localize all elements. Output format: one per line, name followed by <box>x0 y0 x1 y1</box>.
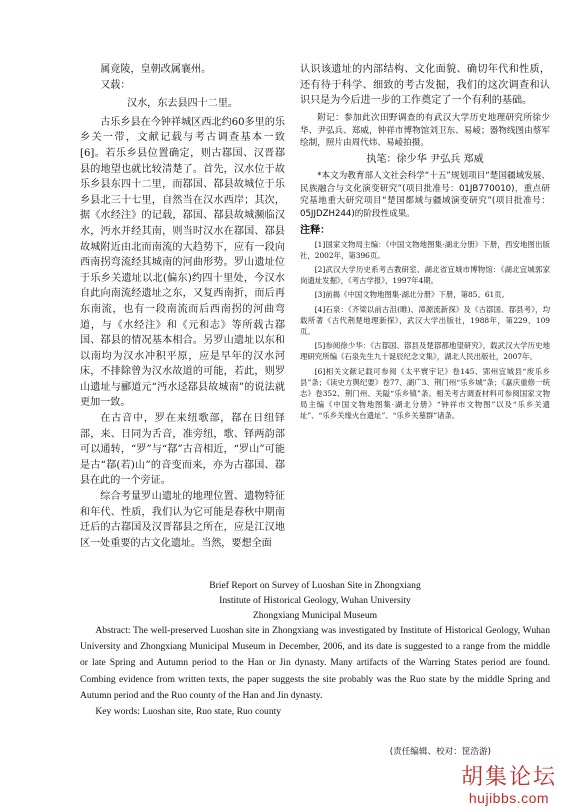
footnote: [1]国家文物局主编：《中国文物地图集·湖北分册》下册，西安地图出版社，2002年，第396页。 <box>300 239 550 260</box>
keywords: Key words: Luoshan site, Ruo state, Ruo county <box>95 706 282 718</box>
appendix-note: 附记：参加此次田野调查的有武汉大学历史地理研究所徐少华、尹弘兵、郑威，钟祥市博物馆刘卫东、易崚；器物线图由蔡军绘制，照片由周代炜、易崚拍摄。 <box>300 112 550 149</box>
institution-1: Institute of Historical Geology, Wuhan University <box>219 595 411 606</box>
editor-note: (责任编辑、校对：筐浩游) <box>389 747 491 757</box>
footnote: [6]相关文献记载可参阅《太平寰宇记》卷145、郢州宜城县“废乐乡县”条；《读史方舆纪要》卷77、湖广3、荆门州“乐乡城”条；《嘉庆重修一统志》卷352、荆门州、关隘“乐乡镇”条。相关考古调查材料可参阅国家文物局主编《中国文物地图集·湖北分册》“钟祥市文物图”以及“乐乡关遗址”、“乐乡关缘火台遗址”、“乐乡关墓群”诸条。 <box>300 366 550 421</box>
paragraph-continued: 认识该遗址的内部结构、文化面貌、确切年代和性质，还有待于科学、细致的考古发掘，我们的这次调查和认识只是为今后进一步的工作奠定了一个有利的基础。 <box>300 64 550 107</box>
paragraph-3: 综合考量罗山遗址的地理位置、遗物特征和年代、性质，我们认为它可能是春秋中期南迁后的古鄀国及汉晋鄀县之所在，应是江汉地区一处重要的古文化遗址。当然，要想全面 <box>80 491 285 549</box>
funding-note: *本文为教育部人文社会科学“十五”规划项目“楚国疆域发展、民族融合与文化演变研究”(项目批准号：01JB770010)，重点研究基地重大研究项目“楚国都域与疆域演变研究”(项目批准号：05JJDZH244)的阶段性成果。 <box>300 170 550 220</box>
quote-line-1: 属竟陵，皇朝改属襄州。 <box>100 64 212 75</box>
footnote: [4]石泉：《齐梁以前古沮(睢)、漳源流新探》及《古鄀国、鄀县考》，均载所著《古代荆楚地理新探》，武汉大学出版社，1988年，第229、109页。 <box>300 304 550 336</box>
footnote: [2]武汉大学历史系考古教研室、湖北省宜城市博物馆：《湖北宜城郭家岗遗址发掘》，《考古学报》，1997年4期。 <box>300 264 550 286</box>
english-abstract <box>80 578 550 720</box>
left-column <box>80 62 285 551</box>
abstract-text: Abstract: The well-preserved Luoshan site in Zhongxiang was investigated by Institute of Historical Geology, Wuhan University and Zhongxiang Municipal Museum in December, 2006, and its date is suggested to a range from the middle or late Spring and Autumn period to the Han or Jin dynasty. Many artifacts of the Warring States period are found. Combing evidence from written texts, the paper suggests the site probably was the Ruo state by the middle Spring and Autumn period and the Ruo county of the Han and Jin dynasty. <box>80 625 550 701</box>
footnote: [3]前揭《中国文物地图集·湖北分册》下册，第85、61页。 <box>314 290 510 300</box>
paragraph-2: 在古音中，罗在来纽歌部，鄀在日纽铎部，来、日同为舌音，准旁纽，歌、铎两韵部可以通转，“罗”与“鄀”古音相近，“罗山”可能是古“鄀(若)山”的音变而来，亦为古鄀国、鄀县在此的一个旁证。 <box>80 413 285 487</box>
right-column <box>300 62 550 425</box>
quote-heading: 汉水，东去县四十二里。 <box>126 98 239 110</box>
paragraph-1: 古乐乡县在今钟祥城区西北约60多里的乐乡关一带，文献记载与考古调查基本一致[6]。若乐乡县位置确定，则古鄀国、汉晋鄀县的地望也就比较清楚了。首先，汉水位于故乐乡县东四十二里，而鄀国、鄀县故城位于乐乡县北三十七里，自然当在汉水西岸；其次，据《水经注》的记载，鄀国、鄀县故城濒临汉水，沔水并经其南，则当时汉水在鄀国、鄀县故城附近由北而南流的大趋势下，应有一段向西南拐弯流经其城南的河曲形势。罗山遗址位于乐乡关遗址以北(偏东)约四十里处，今汉水自此向南流经遗址之东，又复西南折，而后再东南流，也有一段南流而后西南拐的河曲弯道，与《水经注》和《元和志》等所载古鄀国、鄀县的情况基本相合。另罗山遗址以东和以南均为汉水冲积平原，应是早年的汉水河床，不排除曾为汉水故道的可能，若此，则罗山遗址与郦道元“沔水迳鄀县故城南”的说法就更加一致。 <box>80 116 285 409</box>
footnote-list <box>300 239 550 422</box>
watermark <box>461 766 557 806</box>
abstract-title: Brief Report on Survey of Luoshan Site in Zhongxiang <box>209 580 421 591</box>
footnote: [5]参阅徐少华：《古鄀国、鄀县及楚鄀都地望研究》，载武汉大学历史地理研究所编《石泉先生九十诞辰纪念文集》，湖北人民出版社，2007年。 <box>300 341 550 362</box>
notes-heading: 注释： <box>300 224 331 236</box>
watermark-logo: 胡集论坛 <box>460 765 557 790</box>
authors-line: 执笔：徐少华 尹弘兵 郑威 <box>366 154 484 166</box>
quote-line-2: 又载： <box>100 79 131 91</box>
watermark-url: hujibbs.com <box>468 790 550 806</box>
institution-2: Zhongxiang Municipal Museum <box>252 610 378 621</box>
